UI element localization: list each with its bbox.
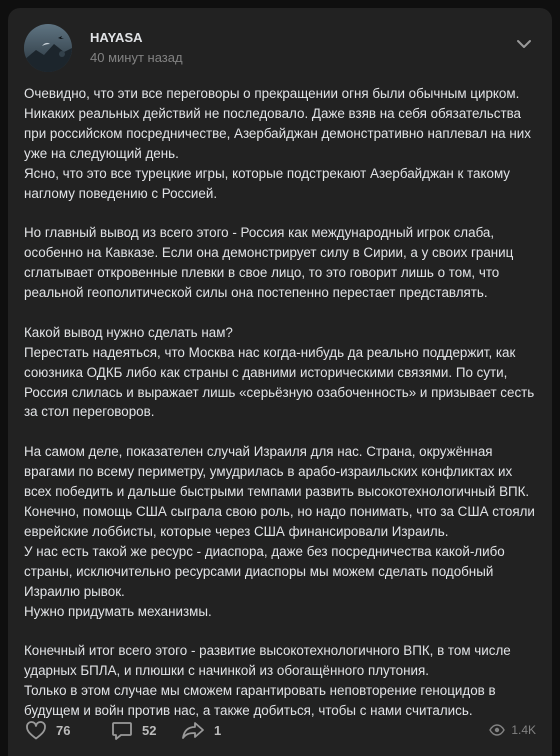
text-line: Перестать надеяться, что Москва нас когда-нибудь да реально поддержит, как союзника ОДКБ либо как страны с давними историческими связями. По сути, Россия слилась и выражает лишь «серьёзную озабоченность» и призывает сесть за стол переговоров. bbox=[24, 344, 535, 420]
text-line: Конечный итог всего этого - развитие высокотехнологичного ВПК, в том числе ударных БПЛА, и плюшки с начинкой из обогащённого плутония. bbox=[24, 643, 511, 679]
chevron-down-icon[interactable] bbox=[514, 34, 534, 54]
text-line: Какой вывод нужно сделать нам? bbox=[24, 324, 233, 340]
text-line: Но главный вывод из всего этого - Россия как международный игрок слаба, особенно на Кавказе. Если она демонстрирует силу в Сирии, а у своих границ сглатывает откровенные плевки в свое лицо, то это говорит лишь о том, что реальной геополитической силы она постепенно перестает представлять. bbox=[24, 225, 514, 301]
post-card bbox=[8, 8, 552, 756]
eye-icon bbox=[489, 722, 505, 738]
like-count: 76 bbox=[56, 722, 71, 738]
views-counter bbox=[489, 714, 536, 746]
like-button[interactable] bbox=[24, 714, 70, 746]
text-line: Конечно, помощь США сыграла свою роль, но надо понимать, что за США стояли еврейские лоббисты, которые через США финансировали Израиль. bbox=[24, 503, 535, 539]
share-button[interactable] bbox=[180, 714, 221, 746]
views-count: 1.4K bbox=[511, 723, 536, 737]
author-name[interactable]: HAYASA bbox=[90, 30, 143, 45]
avatar-image bbox=[24, 24, 72, 72]
text-line: На самом деле, показателен случай Израиля для нас. Страна, окружённая врагами по всему периметру, умудрилась в арабо-израильских конфликтах их всех победить и дальше быстрыми темпами развить высокотехнологичный ВПК. bbox=[24, 444, 530, 500]
text-line: Нужно придумать механизмы. bbox=[24, 603, 212, 619]
text-line: Только в этом случае мы сможем гарантировать неповторение геноцидов в будущем и войн против нас, а также добиться, чтобы с нами считались. bbox=[24, 683, 496, 719]
comment-button[interactable] bbox=[110, 714, 156, 746]
text-line: Ясно, что это все турецкие игры, которые подстрекают Азербайджан к такому наглому поведению с Россией. bbox=[24, 165, 510, 201]
post-actions bbox=[24, 714, 536, 746]
post-time[interactable]: 40 минут назад bbox=[90, 50, 183, 65]
post-header bbox=[24, 24, 536, 72]
share-arrow-icon bbox=[180, 718, 206, 742]
text-line: Очевидно, что эти все переговоры о прекращении огня были обычным цирком. Никаких реальных действий не последовало. Даже взяв на себя обязательства при российском посредничестве, Азербайджан демонстративно наплевал на них уже на следующий день. bbox=[24, 86, 531, 161]
author-avatar[interactable] bbox=[24, 24, 72, 72]
post-text bbox=[24, 84, 536, 721]
text-line: У нас есть такой же ресурс - диаспора, даже без посредничества какой-либо страны, исключительно ресурсами диаспоры мы можем сделать подобный Израилю рывок. bbox=[24, 543, 505, 599]
share-count: 1 bbox=[214, 722, 222, 738]
heart-icon bbox=[24, 718, 48, 742]
comment-icon bbox=[110, 718, 134, 742]
comment-count: 52 bbox=[142, 722, 157, 738]
